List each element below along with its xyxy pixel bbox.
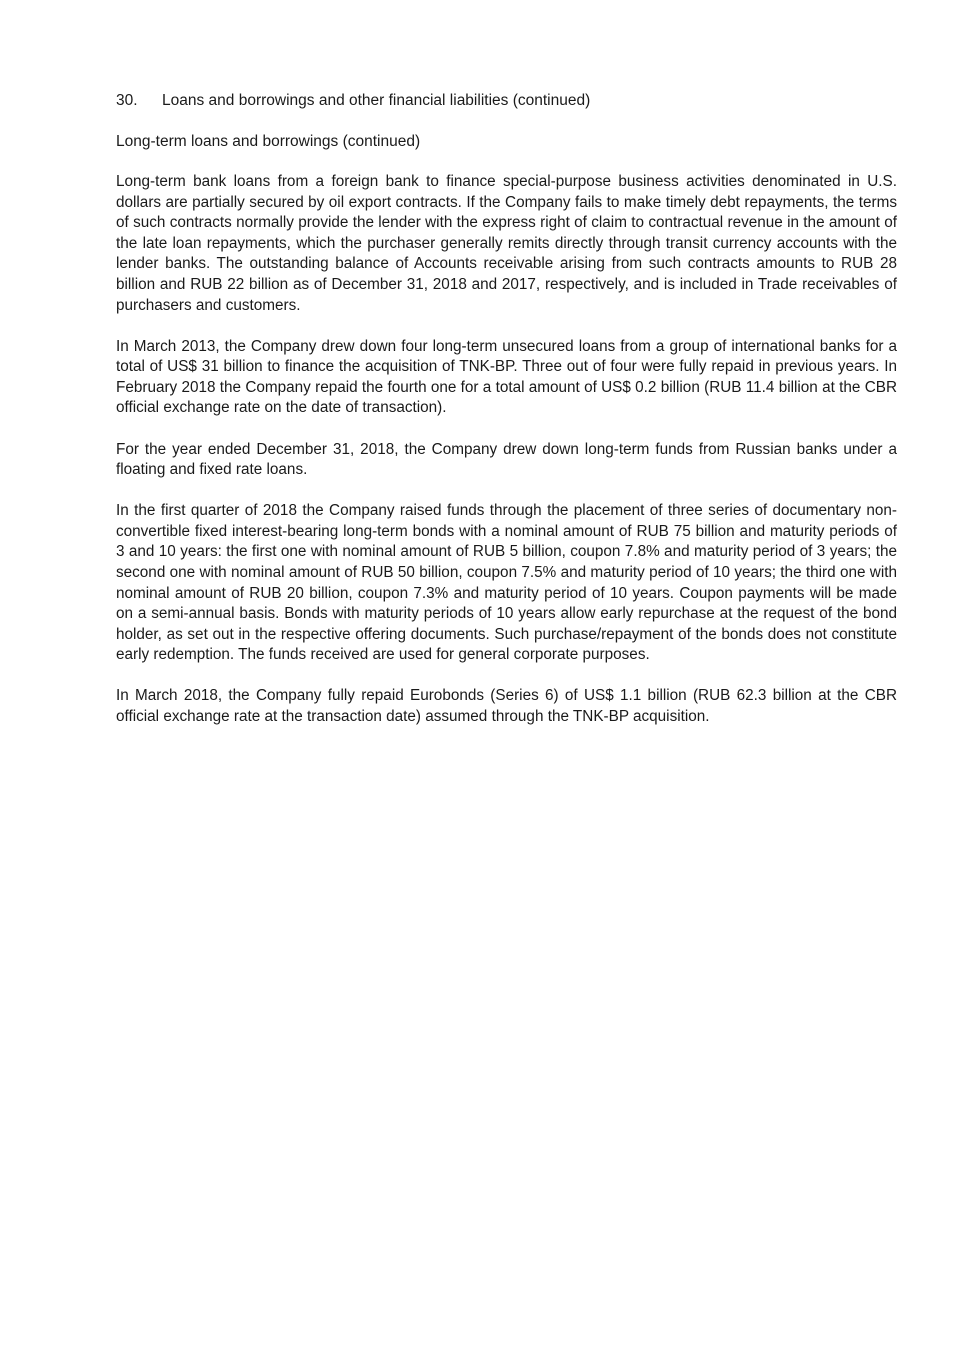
paragraph-tnk-bp-loans: In March 2013, the Company drew down four long-term unsecured loans from a group of international banks for a total of US$ 31 billion to finance the acquisition of TNK-BP. Three out of four were fully repaid in previous years. In February 2018 the Company repaid the fourth one for a total amount of US$ 0.2 billion (RUB 11.4 billion at the CBR official exchange rate on the date of transaction). [116,337,897,417]
section-title: Loans and borrowings and other financial liabilities (continued) [162,92,591,109]
section-number: 30. [116,92,138,109]
document-page [116,90,897,748]
subsection-heading: Long-term loans and borrowings (continued) [116,133,421,150]
paragraph-russian-bank-funds: For the year ended December 31, 2018, the Company drew down long-term funds from Russian banks under a floating and fixed rate loans. [116,440,897,479]
paragraph-bond-placement: In the first quarter of 2018 the Company raised funds through the placement of three series of documentary non-convertible fixed interest-bearing long-term bonds with a nominal amount of RUB 75 billion and maturity periods of 3 and 10 years: the first one with nominal amount of RUB 5 billion, coupon 7.8% and maturity period of 3 years; the second one with nominal amount of RUB 50 billion, coupon 7.5% and maturity period of 10 years; the third one with nominal amount of RUB 20 billion, coupon 7.3% and maturity period of 10 years. Coupon payments will be made on a semi-annual basis. Bonds with maturity periods of 10 years allow early repurchase at the request of the bond holder, as set out in the respective offering documents. Such purchase/repayment of the bonds does not constitute early redemption. The funds received are used for general corporate purposes. [116,502,897,664]
paragraph-secured-loans: Long-term bank loans from a foreign bank to finance special-purpose business activities denominated in U.S. dollars are partially secured by oil export contracts. If the Company fails to make timely debt repayments, the terms of such contracts normally provide the lender with the express right of claim to contractual revenue in the amount of the late loan repayments, which the purchaser generally remits directly through transit currency accounts with the lender banks. The outstanding balance of Accounts receivable arising from such contracts amounts to RUB 28 billion and RUB 22 billion as of December 31, 2018 and 2017, respectively, and is included in Trade receivables of purchasers and customers. [116,173,897,314]
section-heading [116,90,897,112]
paragraph-eurobonds-repayment: In March 2018, the Company fully repaid Eurobonds (Series 6) of US$ 1.1 billion (RUB 62.3 billion at the CBR official exchange rate at the transaction date) assumed through the TNK-BP acquisition. [116,687,897,726]
